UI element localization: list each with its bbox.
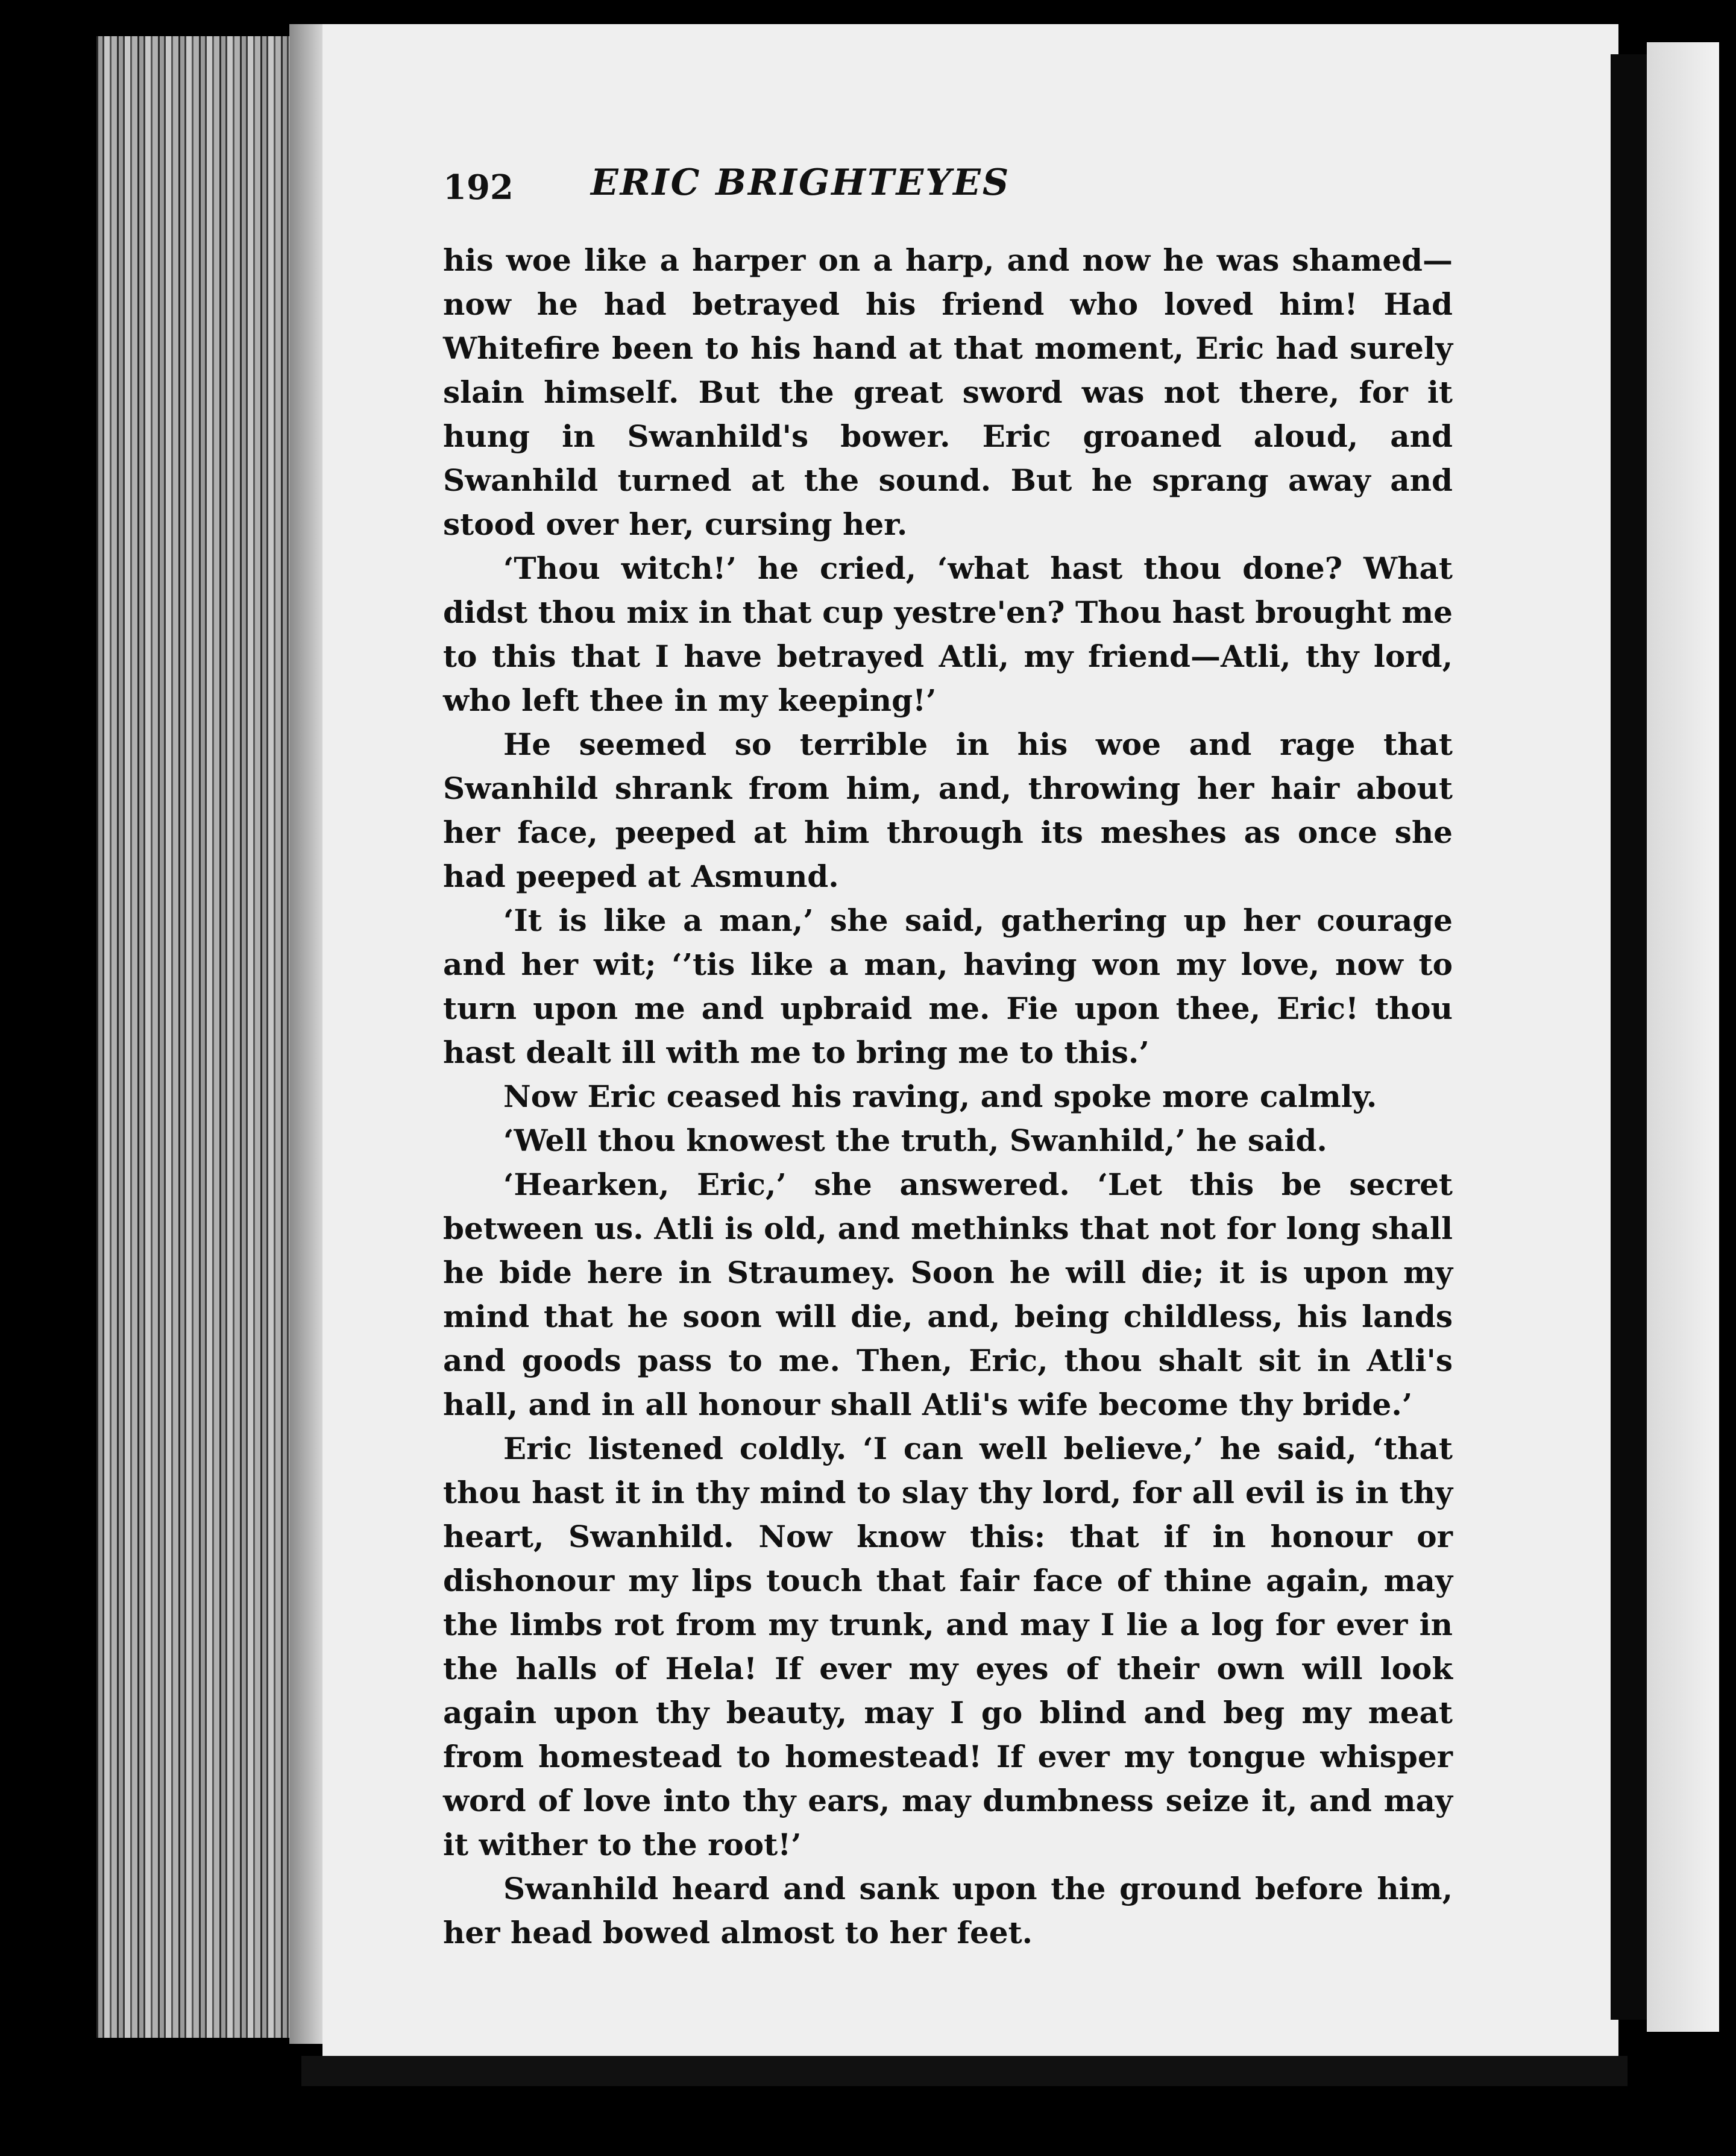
- bottom-shadow: [301, 2056, 1628, 2086]
- book-gutter: [1611, 54, 1647, 2020]
- paragraph: ‘Well thou knowest the truth, Swanhild,’ he said.: [503, 1123, 1327, 1158]
- body-text: [443, 238, 1453, 1955]
- paragraph: Swanhild heard and sank upon the ground before him, her head bowed almost to her feet.: [443, 1871, 1453, 1950]
- paragraph: ‘Hearken, Eric,’ she answered. ‘Let this be secret between us. Atli is old, and methinks that not for long shall he bide here in Straumey. Soon he will die; it is upon my mind that he soon will die, and, being childless, his lands and goods pass to me. Then, Eric, thou shalt sit in Atli's hall, and in all honour shall Atli's wife become thy bride.’: [443, 1167, 1453, 1422]
- paragraph: He seemed so terrible in his woe and rage that Swanhild shrank from him, and, throwing her hair about her face, peeped at him through its meshes as once she had peeped at Asmund.: [443, 727, 1453, 894]
- paragraph: ‘Thou witch!’ he cried, ‘what hast thou done? What didst thou mix in that cup yestre'en? Thou hast brought me to this that I have betrayed Atli, my friend—Atli, thy lord, who left thee in my keeping!’: [443, 550, 1453, 718]
- page-edge-shade: [289, 24, 326, 2044]
- page-number: 192: [443, 168, 514, 207]
- paragraph: Now Eric ceased his raving, and spoke more calmly.: [503, 1079, 1377, 1114]
- running-title: ERIC BRIGHTEYES: [591, 162, 1011, 204]
- facing-page-edge: [1647, 42, 1719, 2032]
- paragraph: ‘It is like a man,’ she said, gathering up her courage and her wit; ‘’tis like a man, having won my love, now to turn upon me and upbraid me. Fie upon thee, Eric! thou hast dealt ill with me to bring me to this.’: [443, 903, 1453, 1070]
- running-head: [443, 162, 1154, 216]
- paragraph: Eric listened coldly. ‘I can well believe,’ he said, ‘that thou hast it in thy mind to slay thy lord, for all evil is in thy heart, Swanhild. Now know this: that if in honour or dishonour my lips touch that fair face of thine again, may the limbs rot from my trunk, and may I lie a log for ever in the halls of Hela! If ever my eyes of their own will look again upon thy beauty, may I go blind and beg my meat from homestead to homestead! If ever my tongue whisper word of love into thy ears, may dumbness seize it, and may it wither to the root!’: [443, 1431, 1453, 1862]
- paragraph: his woe like a harper on a harp, and now he was shamed—now he had betrayed his friend who loved him! Had Whitefire been to his hand at that moment, Eric had surely slain himself. But the great sword was not there, for it hung in Swanhild's bower. Eric groaned aloud, and Swanhild turned at the sound. But he sprang away and stood over her, cursing her.: [443, 242, 1453, 542]
